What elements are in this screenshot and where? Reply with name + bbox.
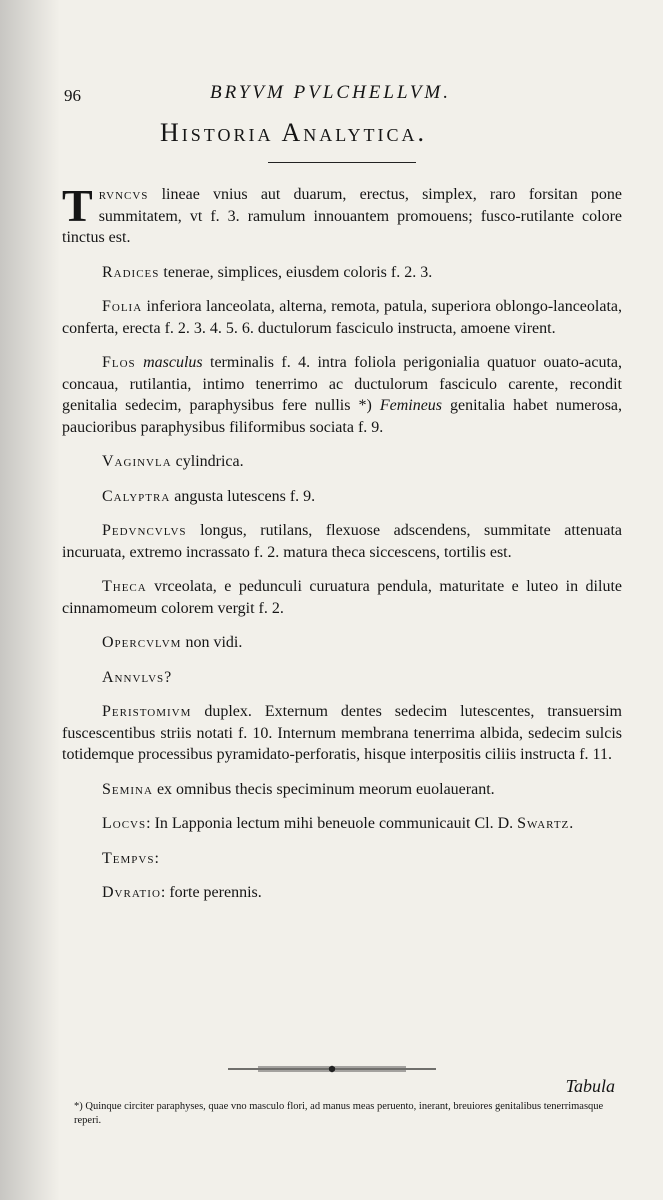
term-radices: Radices [102, 263, 160, 281]
page-edge-shadow [0, 0, 60, 1200]
paragraph-text: ? [164, 668, 172, 686]
paragraph-tempus [62, 848, 622, 870]
paragraph-radices [62, 262, 622, 284]
term-flos: Flos [102, 354, 136, 371]
term-pedunculus: Pedvncvlvs [102, 522, 187, 539]
paragraph-text: terminalis f. 4. intra foliola perigonialia quatuor ouato-acuta, concaua, rutilantia, intimo tenerrimo ac ductulorum fasciculo carente, recondit genitalia sedecim, paraphysibus fere nullis *) [62, 354, 622, 414]
paragraph-text: angusta lutescens f. 9. [170, 487, 316, 505]
paragraph-text: : forte perennis. [160, 884, 262, 901]
paragraph-calyptra [62, 486, 622, 508]
term-peristomium: Peristomivm [102, 703, 192, 720]
term-vaginula: Vaginvla [102, 453, 172, 470]
paragraph-semina [62, 779, 622, 801]
paragraph-text-2: genitalia habet numerosa, paucioribus paraphysibus filiformibus sociata f. 9. [62, 397, 623, 436]
paragraph-text: : In Lapponia lectum mihi beneuole communicauit Cl. D. [146, 815, 518, 832]
paragraph-text: ex omnibus thecis speciminum meorum euolauerant. [152, 780, 495, 798]
paragraph-peristomium [62, 701, 622, 766]
italic-masculus: masculus [135, 354, 203, 371]
term-folia: Folia [102, 298, 143, 315]
paragraph-operculum [62, 632, 622, 654]
paragraph-text: vrceolata, e pedunculi curuatura pendula, maturitate e luteo in dilute cinnamomeum colorem vergit f. 2. [62, 578, 622, 617]
paragraph-text: non vidi. [181, 634, 243, 651]
term-calyptra: Calyptra [102, 487, 171, 505]
term-annulus: Annvlvs [102, 668, 165, 686]
italic-femineus: Femineus [371, 397, 443, 414]
term-truncus: rvncvs [98, 186, 149, 203]
term-tempus: Tempvs [102, 849, 155, 867]
heading-rule [268, 162, 416, 163]
paragraph-theca [62, 576, 622, 619]
name-swartz: Swartz [517, 815, 570, 832]
term-duratio: Dvratio [102, 884, 161, 901]
paragraph-pedunculus [62, 520, 622, 563]
paragraph-text: lineae vnius aut duarum, erectus, simplex, raro forsitan pone summitatem, vt f. 3. ramulum innouantem promouens; fusco-rutilante colore tinctus est. [62, 186, 622, 246]
paragraph-text: longus, rutilans, flexuose adscendens, summitate attenuata incuruata, extremo incrassato f. 2. matura theca siccescens, tortilis est. [62, 522, 622, 561]
paragraph-folia [62, 296, 622, 339]
paragraph-text: : [154, 849, 159, 867]
paragraph-text: cylindrica. [171, 453, 244, 470]
ornament-divider [228, 1064, 436, 1074]
body-text [62, 180, 623, 917]
paragraph-flos [62, 352, 622, 438]
section-heading: Historia Analytica. [160, 118, 427, 147]
paragraph-vaginula [62, 451, 622, 473]
paragraph-annulus [62, 667, 622, 689]
catchword: Tabula [565, 1076, 615, 1096]
term-semina: Semina [102, 780, 153, 798]
paragraph-text: inferiora lanceolata, alterna, remota, patula, superiora oblongo-lanceolata, conferta, erecta f. 2. 3. 4. 5. 6. ductulorum fasciculo instructa, amoene virent. [62, 298, 622, 337]
drop-cap: T [62, 180, 93, 231]
page-number: 96 [64, 86, 81, 105]
term-theca: Theca [102, 578, 147, 595]
paragraph-locus [62, 813, 622, 835]
paragraph-duratio [62, 882, 622, 904]
paragraph-text: duplex. Externum dentes sedecim lutescentes, transuersim fuscescentibus striis notati f. 10. Internum membrana tenerrima albida, sedecim sulcis totidemque processibus pyramidato-perforatis, hisque interpositis ciliis instructa f. 11. [62, 703, 622, 763]
term-locus: Locvs [102, 815, 147, 832]
paragraph-text: tenerae, simplices, eiusdem coloris f. 2. 3. [159, 263, 433, 281]
paragraph-truncus [62, 180, 622, 249]
running-head: BRYVM PVLCHELLVM. [210, 82, 452, 103]
footnote: *) Quinque circiter paraphyses, quae vno masculo flori, ad manus meas peruento, inerant, breuiores genitalibus tenerrimasque reperi. [74, 1101, 604, 1126]
term-operculum: Opercvlvm [102, 634, 182, 651]
paragraph-text-2: . [569, 815, 574, 832]
